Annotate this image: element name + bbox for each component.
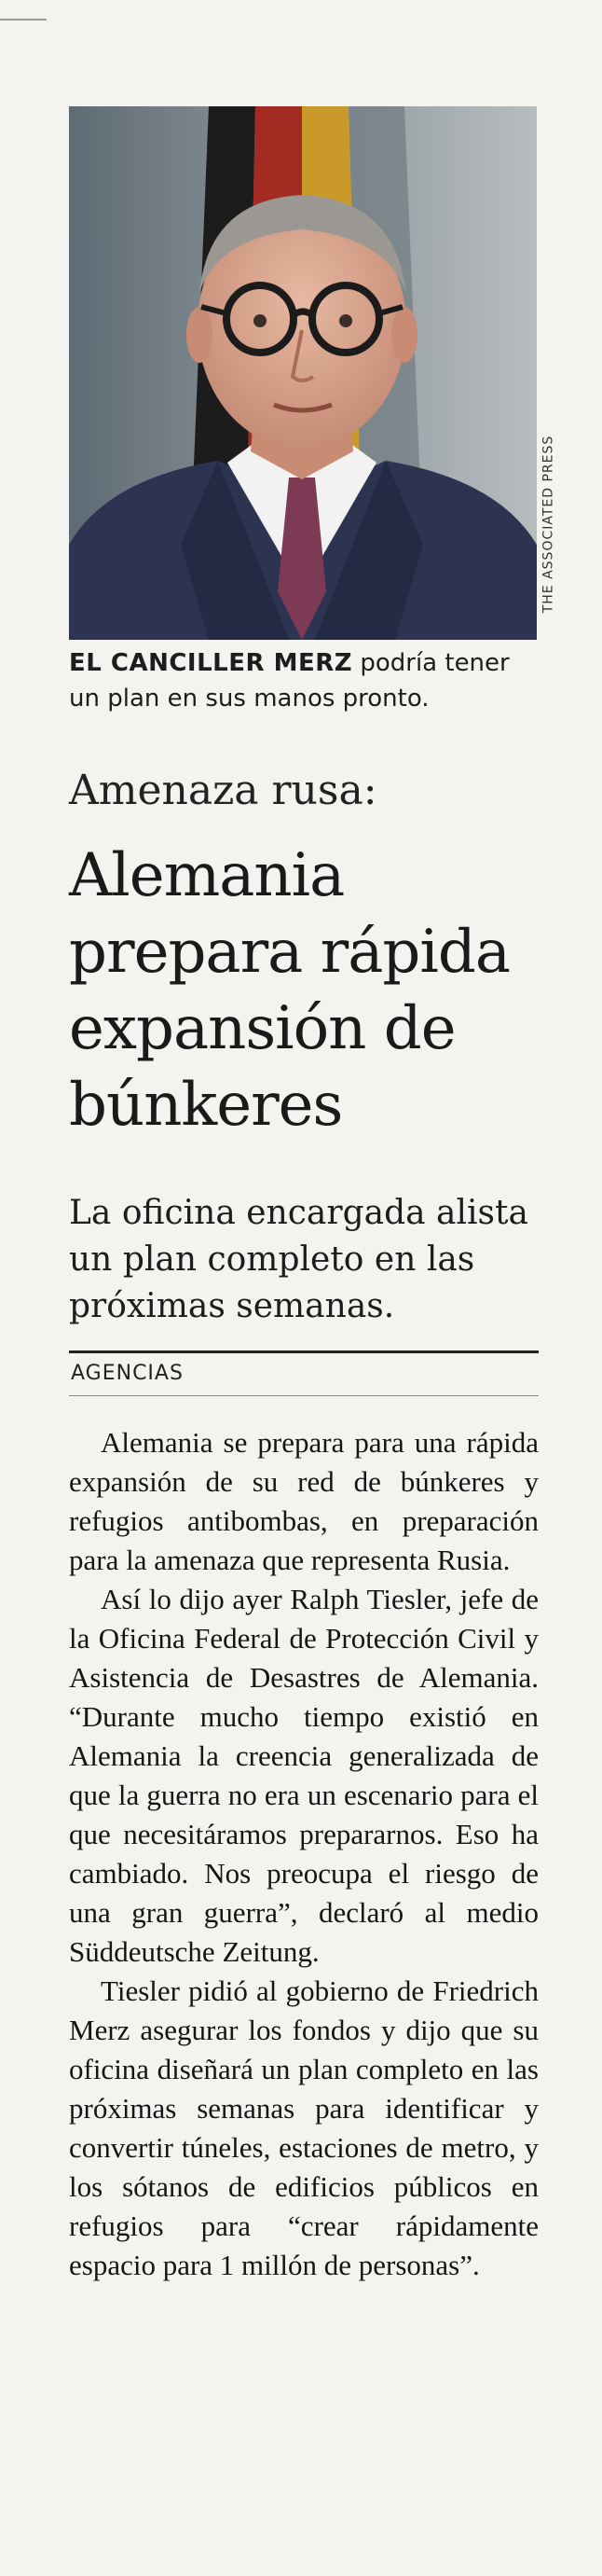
article-byline: AGENCIAS — [71, 1362, 184, 1385]
article-subhead: La oficina encargada alista un plan completo en las próximas semanas. — [69, 1194, 528, 1325]
photo-credit: THE ASSOCIATED PRESS — [540, 435, 555, 614]
article-paragraph: Tiesler pidió al gobierno de Friedrich Merz asegurar los fondos y dijo que su oficina diseñará un plan completo en las próximas semanas para identificar y convertir túneles, estaciones de metro, y los sótanos de edificios públicos en refugios para “crear rápidamente espacio para 1 millón de personas”. — [69, 1974, 539, 2281]
article-kicker: Amenaza rusa: — [69, 767, 377, 814]
chancellor-portrait-illustration — [69, 106, 537, 640]
caption-lead: EL CANCILLER MERZ — [69, 649, 353, 677]
chancellor-photo — [69, 106, 537, 640]
byline-underline — [69, 1395, 539, 1396]
byline-rule — [69, 1350, 539, 1353]
article-headline: Alemania prepara rápida expansión de búnkeres — [69, 841, 510, 1140]
corner-rule — [0, 19, 47, 21]
photo-caption — [69, 645, 539, 716]
article-paragraph: Alemania se prepara para una rápida expansión de su red de búnkeres y refugios antibombas, en preparación para la amenaza que representa Rusia. — [69, 1426, 539, 1576]
caption-text: podría tener un plan en sus manos pronto. — [69, 649, 510, 713]
article-body — [69, 1423, 539, 2285]
article-paragraph: Así lo dijo ayer Ralph Tiesler, jefe de la Oficina Federal de Protección Civil y Asistencia de Desastres de Alemania. “Durante mucho tiempo existió en Alemania la creencia generalizada de que la guerra no era un escenario para el que necesitáramos prepararnos. Eso ha cambiado. Nos preocupa el riesgo de una gran guerra”, declaró al medio Süddeutsche Zeitung. — [69, 1583, 539, 1968]
